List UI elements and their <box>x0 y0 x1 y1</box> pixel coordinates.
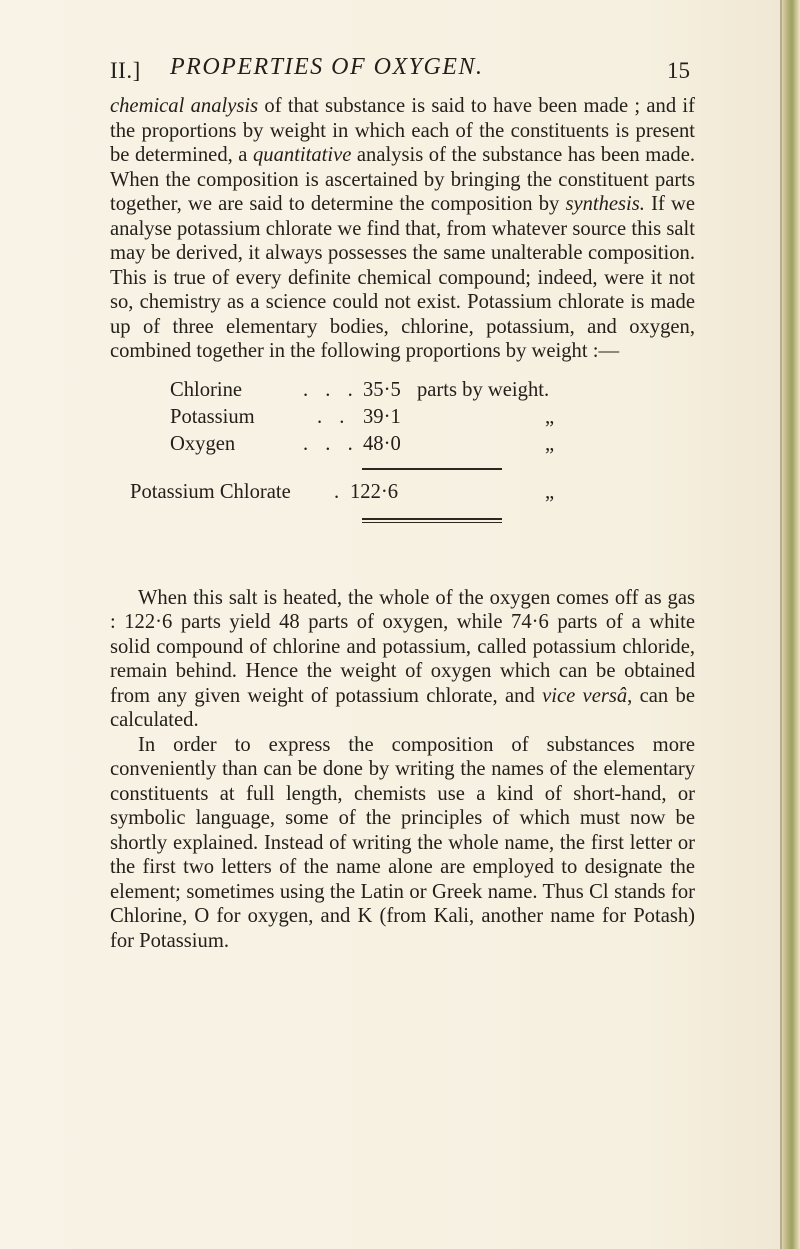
leader-dots: . <box>334 480 346 503</box>
composition-row-total <box>110 480 695 506</box>
total-double-rule <box>362 518 502 520</box>
paragraph-text: analysis of the substance has been made. When the composition is ascertained by bringing the constituent parts together, we are said to determine the composition by <box>110 144 695 215</box>
paragraph-analysis <box>110 94 695 364</box>
weight-unit: parts by weight. <box>417 378 550 401</box>
composition-row-potassium <box>110 405 695 431</box>
ditto-mark: „ <box>545 480 555 503</box>
leader-dots: . . . <box>303 432 359 455</box>
term-quantitative: quantitative <box>253 144 352 166</box>
element-weight: 39·1 <box>363 405 401 428</box>
running-title: PROPERTIES OF OXYGEN. <box>170 54 484 80</box>
element-weight: 35·5 <box>363 378 401 401</box>
paragraph-text: If we analyse potassium chlorate we find that, from whatever source this salt may be derived, it always possesses the same unalterable composition. This is true of every definite chemical compound; indeed, were it not so, chemistry as a science could not exist. Potassium chlorate is made up of three elementary bodies, chlorine, potassium, and oxygen, combined together in the following proportions by weight :— <box>110 193 695 362</box>
paragraph-text: , can be calculated. <box>110 684 695 731</box>
term-vice-versa: vice versâ <box>542 684 628 707</box>
composition-table-wrapper <box>110 364 695 586</box>
term-chemical-analysis: chemical analysis <box>110 95 259 117</box>
ditto-mark: „ <box>545 405 555 428</box>
page-body <box>110 94 695 953</box>
leader-dots: . . <box>317 405 351 428</box>
running-header <box>110 44 720 84</box>
element-name: Potassium <box>170 405 255 428</box>
chapter-marker: II.] <box>110 58 141 83</box>
compound-weight: 122·6 <box>350 480 399 503</box>
paragraph-symbols: In order to express the composition of substances more conveniently than can be done by writing the names of the elementary constituents at full length, chemists use a kind of short-hand, or symbolic language, some of the principles of which must now be shortly explained. Instead of writing the whole name, the first letter or the first two letters of the name alone are employed to designate the element; sometimes using the Latin or Greek name. Thus Cl stands for Chlorine, O for oxygen, and K (from Kali, another name for Potash) for Potassium. <box>110 733 695 952</box>
compound-name: Potassium Chlorate <box>130 480 291 503</box>
paragraph-text: of that substance is said to have been made ; and if the proportions by weight in which each of the constituents is present be determined, a <box>110 95 695 166</box>
total-double-rule-lower <box>362 522 502 523</box>
book-gutter <box>782 0 800 1249</box>
element-name: Oxygen <box>170 432 236 455</box>
element-weight: 48·0 <box>363 432 401 455</box>
term-synthesis: synthesis. <box>565 193 645 215</box>
composition-row-oxygen <box>110 432 695 458</box>
paragraph-text: When this salt is heated, the whole of the oxygen comes off as gas : 122·6 parts yield 48 parts of oxygen, while 74·6 parts of a white solid compound of chlorine and potassium, called potassium chloride, remain behind. Hence the weight of oxygen which can be obtained from any given weight of potassium chlorate, and <box>110 586 695 707</box>
composition-row-chlorine <box>110 378 695 404</box>
sum-rule <box>362 468 502 470</box>
leader-dots: . . . <box>303 378 359 401</box>
page-number: 15 <box>667 58 690 83</box>
paragraph-heating <box>110 586 695 733</box>
element-name: Chlorine <box>170 378 243 401</box>
ditto-mark: „ <box>545 432 555 455</box>
